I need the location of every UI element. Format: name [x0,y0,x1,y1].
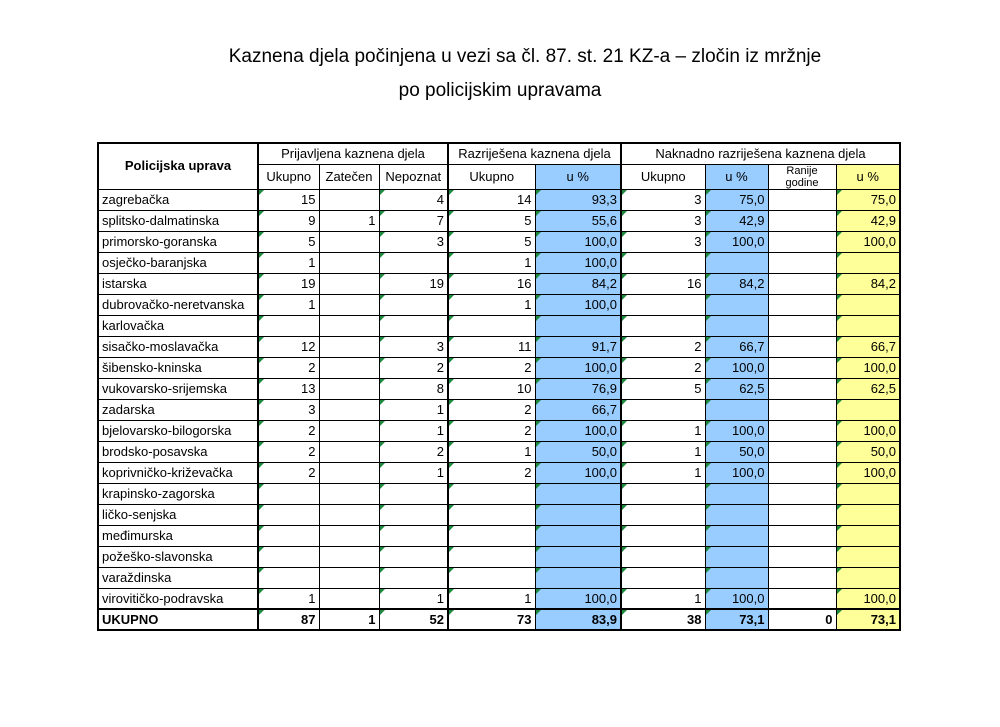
cell-ranije-godine [768,210,836,231]
cell-naknadno-ukupno [621,294,705,315]
cell-nepoznat [379,315,448,336]
cell-prijavljena-ukupno: 1 [258,294,319,315]
cell-nepoznat: 7 [379,210,448,231]
total-cell-prijavljena-ukupno: 87 [258,609,319,630]
table-row [98,357,900,378]
cell-naknadno-postotak: 100,0 [705,231,768,252]
cell-prijavljena-ukupno: 2 [258,462,319,483]
cell-razrijesena-ukupno: 1 [448,294,535,315]
cell-naknadno-postotak [705,546,768,567]
cell-razrijesena-postotak [535,525,621,546]
header-ukupno-razrijesena: Ukupno [448,164,535,189]
cell-razrijesena-postotak [535,546,621,567]
table-row [98,210,900,231]
table-row [98,546,900,567]
cell-ranije-godine [768,462,836,483]
cell-razrijesena-ukupno: 1 [448,252,535,273]
table-row [98,294,900,315]
cell-ukupno-postotak: 100,0 [836,357,900,378]
cell-naknadno-postotak: 100,0 [705,462,768,483]
cell-uprava: virovitičko-podravska [98,588,258,609]
cell-uprava: međimurska [98,525,258,546]
cell-nepoznat: 1 [379,588,448,609]
cell-ranije-godine [768,294,836,315]
total-cell-zatecen: 1 [319,609,379,630]
cell-ukupno-postotak: 42,9 [836,210,900,231]
cell-ranije-godine [768,399,836,420]
cell-razrijesena-ukupno: 2 [448,399,535,420]
cell-nepoznat [379,483,448,504]
cell-naknadno-ukupno [621,546,705,567]
cell-ranije-godine [768,189,836,210]
cell-zatecen [319,525,379,546]
cell-ukupno-postotak [836,546,900,567]
cell-ranije-godine [768,441,836,462]
total-cell-ranije-godine: 0 [768,609,836,630]
cell-ukupno-postotak [836,525,900,546]
total-cell-razrijesena-postotak: 83,9 [535,609,621,630]
cell-razrijesena-ukupno: 2 [448,357,535,378]
cell-razrijesena-postotak: 100,0 [535,231,621,252]
cell-ranije-godine [768,546,836,567]
cell-prijavljena-ukupno: 1 [258,588,319,609]
cell-razrijesena-ukupno: 10 [448,378,535,399]
cell-razrijesena-ukupno [448,567,535,588]
cell-razrijesena-postotak: 100,0 [535,357,621,378]
header-postotak-razrijesena: u % [535,164,621,189]
cell-zatecen [319,483,379,504]
cell-razrijesena-ukupno: 2 [448,420,535,441]
cell-zatecen [319,567,379,588]
header-nepoznat: Nepoznat [379,164,448,189]
cell-prijavljena-ukupno: 13 [258,378,319,399]
cell-naknadno-postotak [705,504,768,525]
cell-uprava: dubrovačko-neretvanska [98,294,258,315]
table-row [98,462,900,483]
cell-razrijesena-postotak: 100,0 [535,294,621,315]
cell-nepoznat [379,567,448,588]
cell-razrijesena-ukupno: 5 [448,210,535,231]
cell-nepoznat: 2 [379,441,448,462]
cell-prijavljena-ukupno [258,525,319,546]
cell-prijavljena-ukupno: 2 [258,441,319,462]
cell-ukupno-postotak: 50,0 [836,441,900,462]
cell-nepoznat [379,252,448,273]
cell-zatecen [319,399,379,420]
cell-ukupno-postotak [836,504,900,525]
cell-ukupno-postotak: 100,0 [836,462,900,483]
cell-naknadno-postotak: 75,0 [705,189,768,210]
header-group-razrijesena: Razriješena kaznena djela [448,143,621,164]
cell-naknadno-ukupno: 1 [621,441,705,462]
cell-razrijesena-postotak [535,483,621,504]
cell-naknadno-postotak [705,315,768,336]
table-row [98,189,900,210]
table-row [98,441,900,462]
cell-zatecen [319,588,379,609]
cell-zatecen [319,315,379,336]
cell-zatecen [319,462,379,483]
cell-razrijesena-ukupno: 2 [448,462,535,483]
total-cell-uprava: UKUPNO [98,609,258,630]
cell-nepoznat: 8 [379,378,448,399]
cell-prijavljena-ukupno [258,483,319,504]
cell-naknadno-postotak [705,294,768,315]
cell-prijavljena-ukupno: 9 [258,210,319,231]
cell-prijavljena-ukupno: 3 [258,399,319,420]
cell-prijavljena-ukupno [258,315,319,336]
cell-zatecen: 1 [319,210,379,231]
cell-uprava: varaždinska [98,567,258,588]
cell-prijavljena-ukupno [258,567,319,588]
cell-naknadno-ukupno: 3 [621,189,705,210]
cell-naknadno-ukupno: 16 [621,273,705,294]
cell-naknadno-ukupno [621,483,705,504]
cell-razrijesena-postotak: 93,3 [535,189,621,210]
cell-uprava: krapinsko-zagorska [98,483,258,504]
cell-razrijesena-ukupno: 1 [448,441,535,462]
cell-naknadno-postotak: 42,9 [705,210,768,231]
cell-zatecen [319,504,379,525]
cell-naknadno-ukupno: 3 [621,231,705,252]
cell-prijavljena-ukupno: 2 [258,420,319,441]
cell-nepoznat: 1 [379,399,448,420]
cell-prijavljena-ukupno: 19 [258,273,319,294]
cell-naknadno-ukupno [621,525,705,546]
table-row [98,525,900,546]
cell-nepoznat [379,504,448,525]
cell-uprava: splitsko-dalmatinska [98,210,258,231]
table-row [98,399,900,420]
cell-naknadno-postotak: 84,2 [705,273,768,294]
table-row [98,378,900,399]
header-postotak-ukupno: u % [836,164,900,189]
cell-razrijesena-ukupno [448,546,535,567]
cell-naknadno-ukupno [621,252,705,273]
total-row [98,609,900,630]
table-row [98,231,900,252]
cell-ukupno-postotak [836,252,900,273]
cell-nepoznat [379,294,448,315]
cell-ukupno-postotak [836,315,900,336]
cell-nepoznat [379,525,448,546]
cell-razrijesena-ukupno [448,525,535,546]
cell-uprava: vukovarsko-srijemska [98,378,258,399]
cell-naknadno-postotak [705,567,768,588]
cell-zatecen [319,378,379,399]
cell-razrijesena-postotak: 100,0 [535,420,621,441]
cell-razrijesena-postotak: 76,9 [535,378,621,399]
header-postotak-naknadno: u % [705,164,768,189]
cell-razrijesena-ukupno [448,483,535,504]
cell-zatecen [319,441,379,462]
cell-ranije-godine [768,378,836,399]
table-row [98,420,900,441]
cell-nepoznat: 1 [379,462,448,483]
cell-uprava: karlovačka [98,315,258,336]
cell-ranije-godine [768,336,836,357]
cell-ukupno-postotak [836,294,900,315]
header-ranije-godine: Ranije godine [768,164,836,189]
header-policijska-uprava: Policijska uprava [98,143,258,189]
table-row [98,315,900,336]
total-cell-nepoznat: 52 [379,609,448,630]
cell-naknadno-postotak: 100,0 [705,420,768,441]
table-row [98,504,900,525]
cell-uprava: brodsko-posavska [98,441,258,462]
cell-ukupno-postotak [836,567,900,588]
cell-razrijesena-postotak [535,315,621,336]
cell-naknadno-postotak: 50,0 [705,441,768,462]
cell-uprava: istarska [98,273,258,294]
cell-razrijesena-postotak: 84,2 [535,273,621,294]
cell-razrijesena-ukupno [448,315,535,336]
table-body [98,189,900,630]
cell-ukupno-postotak: 62,5 [836,378,900,399]
cell-uprava: bjelovarsko-bilogorska [98,420,258,441]
cell-razrijesena-ukupno: 11 [448,336,535,357]
cell-ranije-godine [768,252,836,273]
hate-crime-table [97,142,901,631]
report-title-line-1: Kaznena djela počinjena u vezi sa čl. 87. st. 21 KZ-a – zločin iz mržnje [228,46,822,67]
cell-prijavljena-ukupno: 12 [258,336,319,357]
cell-zatecen [319,273,379,294]
cell-prijavljena-ukupno [258,504,319,525]
table-row [98,567,900,588]
total-cell-naknadno-ukupno: 38 [621,609,705,630]
cell-prijavljena-ukupno: 1 [258,252,319,273]
cell-razrijesena-postotak [535,567,621,588]
cell-naknadno-ukupno [621,399,705,420]
header-ukupno-naknadno: Ukupno [621,164,705,189]
cell-razrijesena-postotak: 100,0 [535,588,621,609]
cell-ukupno-postotak [836,399,900,420]
cell-ukupno-postotak [836,483,900,504]
cell-zatecen [319,231,379,252]
cell-ranije-godine [768,567,836,588]
cell-uprava: zadarska [98,399,258,420]
cell-naknadno-ukupno [621,504,705,525]
cell-razrijesena-postotak [535,504,621,525]
cell-nepoznat: 3 [379,336,448,357]
cell-ukupno-postotak: 100,0 [836,231,900,252]
cell-ranije-godine [768,588,836,609]
cell-razrijesena-ukupno [448,504,535,525]
cell-ranije-godine [768,357,836,378]
cell-ukupno-postotak: 100,0 [836,420,900,441]
cell-naknadno-postotak: 62,5 [705,378,768,399]
cell-naknadno-postotak: 66,7 [705,336,768,357]
cell-naknadno-postotak [705,525,768,546]
cell-ranije-godine [768,525,836,546]
header-group-prijavljena: Prijavljena kaznena djela [258,143,448,164]
cell-ranije-godine [768,273,836,294]
cell-naknadno-postotak [705,399,768,420]
cell-ranije-godine [768,504,836,525]
table-row [98,483,900,504]
total-cell-naknadno-postotak: 73,1 [705,609,768,630]
cell-razrijesena-ukupno: 1 [448,588,535,609]
cell-naknadno-postotak: 100,0 [705,588,768,609]
header-ukupno-prijavljena: Ukupno [258,164,319,189]
header-group-naknadno: Naknadno razriješena kaznena djela [621,143,900,164]
cell-uprava: primorsko-goranska [98,231,258,252]
cell-ukupno-postotak: 66,7 [836,336,900,357]
cell-naknadno-ukupno: 2 [621,336,705,357]
cell-nepoznat: 4 [379,189,448,210]
cell-razrijesena-postotak: 50,0 [535,441,621,462]
cell-ranije-godine [768,420,836,441]
cell-naknadno-ukupno [621,315,705,336]
total-cell-ukupno-postotak: 73,1 [836,609,900,630]
cell-razrijesena-postotak: 66,7 [535,399,621,420]
cell-nepoznat: 3 [379,231,448,252]
cell-nepoznat: 1 [379,420,448,441]
cell-razrijesena-postotak: 100,0 [535,252,621,273]
cell-ranije-godine [768,483,836,504]
cell-uprava: požeško-slavonska [98,546,258,567]
cell-zatecen [319,294,379,315]
table-row [98,588,900,609]
report-title-line-2: po policijskim upravama [398,80,602,101]
cell-zatecen [319,252,379,273]
cell-prijavljena-ukupno: 15 [258,189,319,210]
cell-naknadno-postotak [705,252,768,273]
header-zatecen: Zatečen [319,164,379,189]
cell-zatecen [319,420,379,441]
cell-naknadno-ukupno: 1 [621,420,705,441]
cell-zatecen [319,357,379,378]
table-row [98,336,900,357]
cell-razrijesena-ukupno: 5 [448,231,535,252]
cell-ukupno-postotak: 84,2 [836,273,900,294]
cell-naknadno-ukupno: 1 [621,588,705,609]
cell-uprava: zagrebačka [98,189,258,210]
cell-ranije-godine [768,231,836,252]
cell-razrijesena-ukupno: 14 [448,189,535,210]
cell-prijavljena-ukupno [258,546,319,567]
cell-ukupno-postotak: 75,0 [836,189,900,210]
table-row [98,273,900,294]
cell-ukupno-postotak: 100,0 [836,588,900,609]
cell-razrijesena-postotak: 100,0 [535,462,621,483]
cell-naknadno-ukupno: 2 [621,357,705,378]
cell-razrijesena-postotak: 55,6 [535,210,621,231]
total-cell-razrijesena-ukupno: 73 [448,609,535,630]
cell-prijavljena-ukupno: 2 [258,357,319,378]
cell-naknadno-ukupno [621,567,705,588]
cell-uprava: šibensko-kninska [98,357,258,378]
cell-uprava: osječko-baranjska [98,252,258,273]
cell-zatecen [319,546,379,567]
cell-naknadno-ukupno: 1 [621,462,705,483]
table-row [98,252,900,273]
cell-naknadno-ukupno: 5 [621,378,705,399]
cell-uprava: ličko-senjska [98,504,258,525]
cell-zatecen [319,189,379,210]
cell-razrijesena-ukupno: 16 [448,273,535,294]
cell-razrijesena-postotak: 91,7 [535,336,621,357]
cell-zatecen [319,336,379,357]
cell-ranije-godine [768,315,836,336]
cell-prijavljena-ukupno: 5 [258,231,319,252]
cell-nepoznat: 19 [379,273,448,294]
cell-uprava: koprivničko-križevačka [98,462,258,483]
cell-uprava: sisačko-moslavačka [98,336,258,357]
cell-naknadno-ukupno: 3 [621,210,705,231]
cell-naknadno-postotak [705,483,768,504]
cell-nepoznat [379,546,448,567]
cell-naknadno-postotak: 100,0 [705,357,768,378]
cell-nepoznat: 2 [379,357,448,378]
